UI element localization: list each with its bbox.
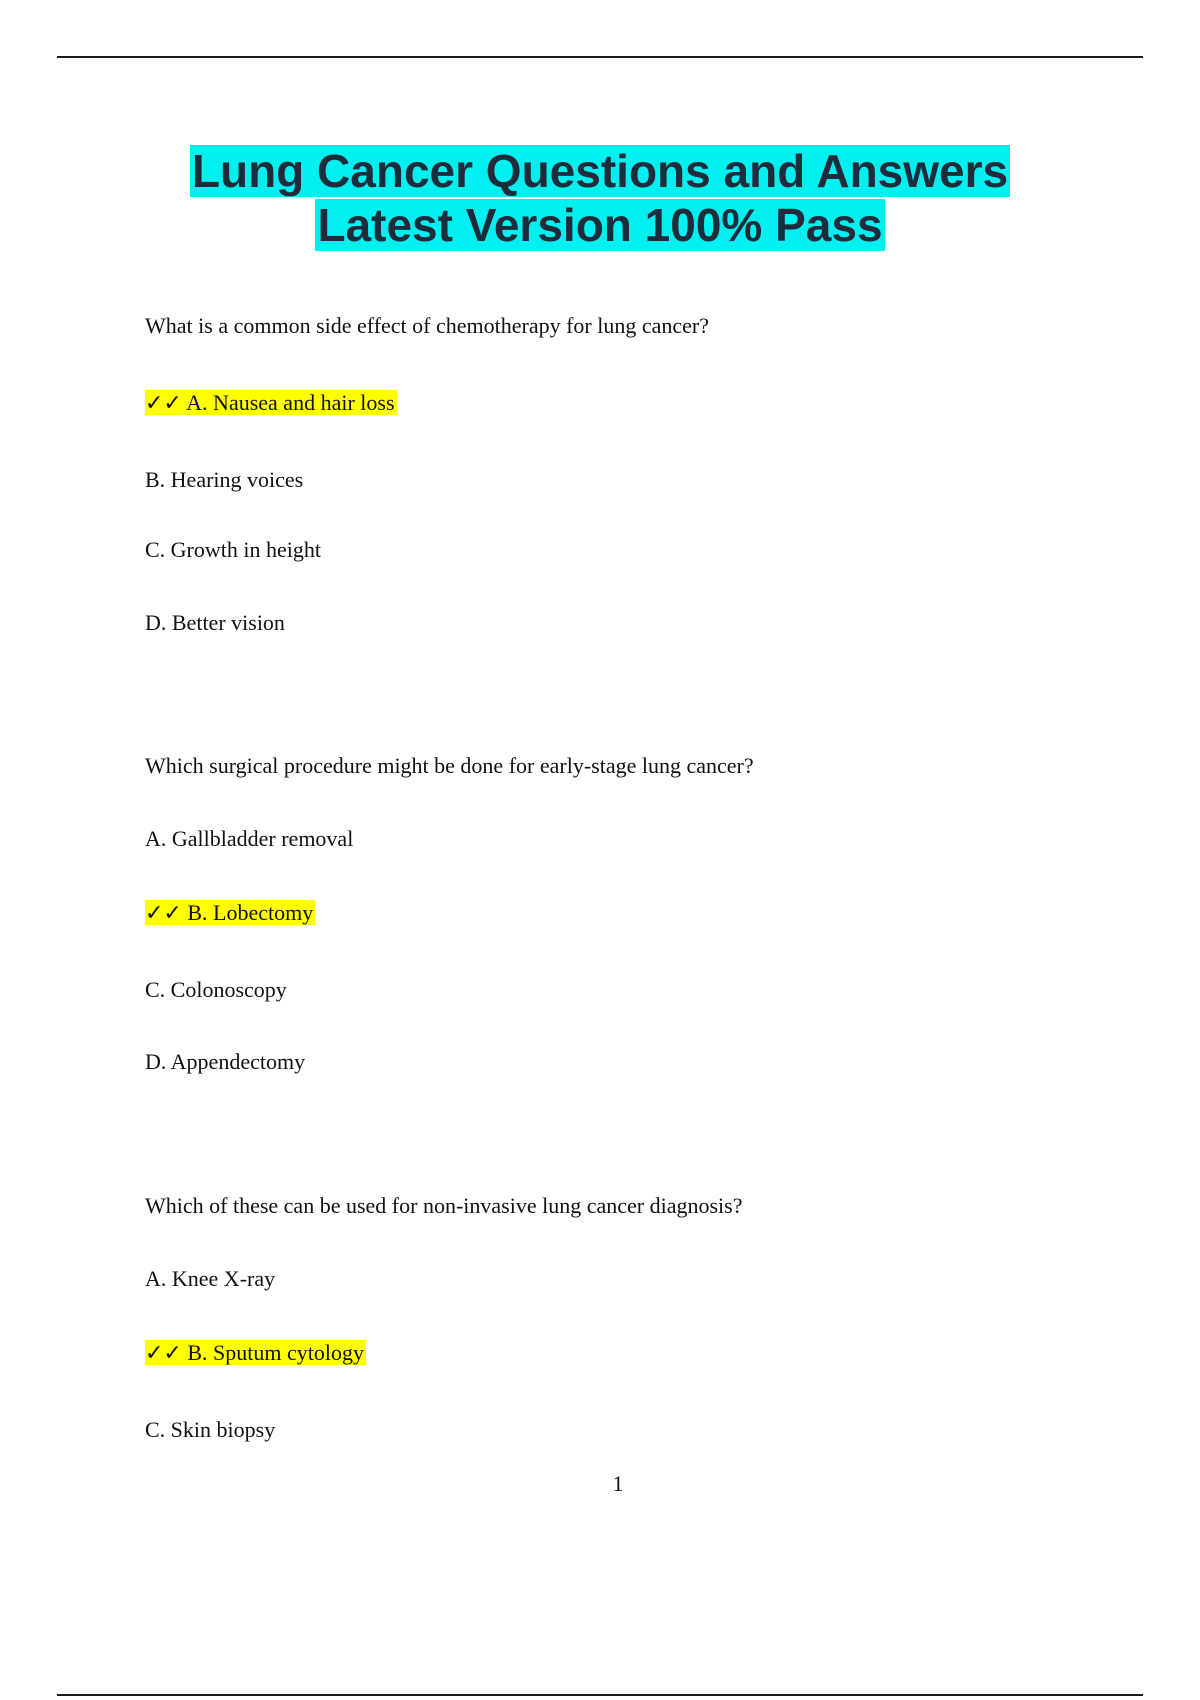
checkmark-icon: ✓✓ (145, 901, 182, 926)
q3-option-b-correct (145, 1338, 366, 1369)
q1-option-d: D. Better vision (145, 610, 285, 635)
page-number: 1 (612, 1471, 624, 1496)
q1-option-c: C. Growth in height (145, 537, 321, 562)
title-line-1: Lung Cancer Questions and Answers (191, 145, 1009, 197)
document-title (0, 144, 1200, 252)
q1-option-b: B. Hearing voices (145, 467, 304, 492)
q3-option-c: C. Skin biopsy (145, 1417, 276, 1442)
checkmark-icon: ✓✓ (145, 1341, 182, 1366)
question-2: Which surgical procedure might be done for early-stage lung cancer? (145, 753, 754, 778)
q2-option-b-correct (145, 898, 315, 929)
title-line-2: Latest Version 100% Pass (317, 199, 883, 251)
question-1: What is a common side effect of chemotherapy for lung cancer? (145, 313, 710, 338)
question-3: Which of these can be used for non-invasive lung cancer diagnosis? (145, 1193, 743, 1218)
q2-option-a: A. Gallbladder removal (145, 826, 354, 851)
q2-option-d: D. Appendectomy (145, 1049, 306, 1074)
option-label: A. Nausea and hair loss (186, 390, 395, 415)
q2-option-c: C. Colonoscopy (145, 977, 287, 1002)
q1-option-a-correct (145, 388, 397, 419)
bottom-rule (57, 1694, 1143, 1696)
checkmark-icon: ✓✓ (145, 391, 182, 416)
top-rule (57, 56, 1143, 58)
option-label: B. Sputum cytology (187, 1340, 364, 1365)
option-label: B. Lobectomy (187, 900, 314, 925)
q3-option-a: A. Knee X-ray (145, 1266, 276, 1291)
